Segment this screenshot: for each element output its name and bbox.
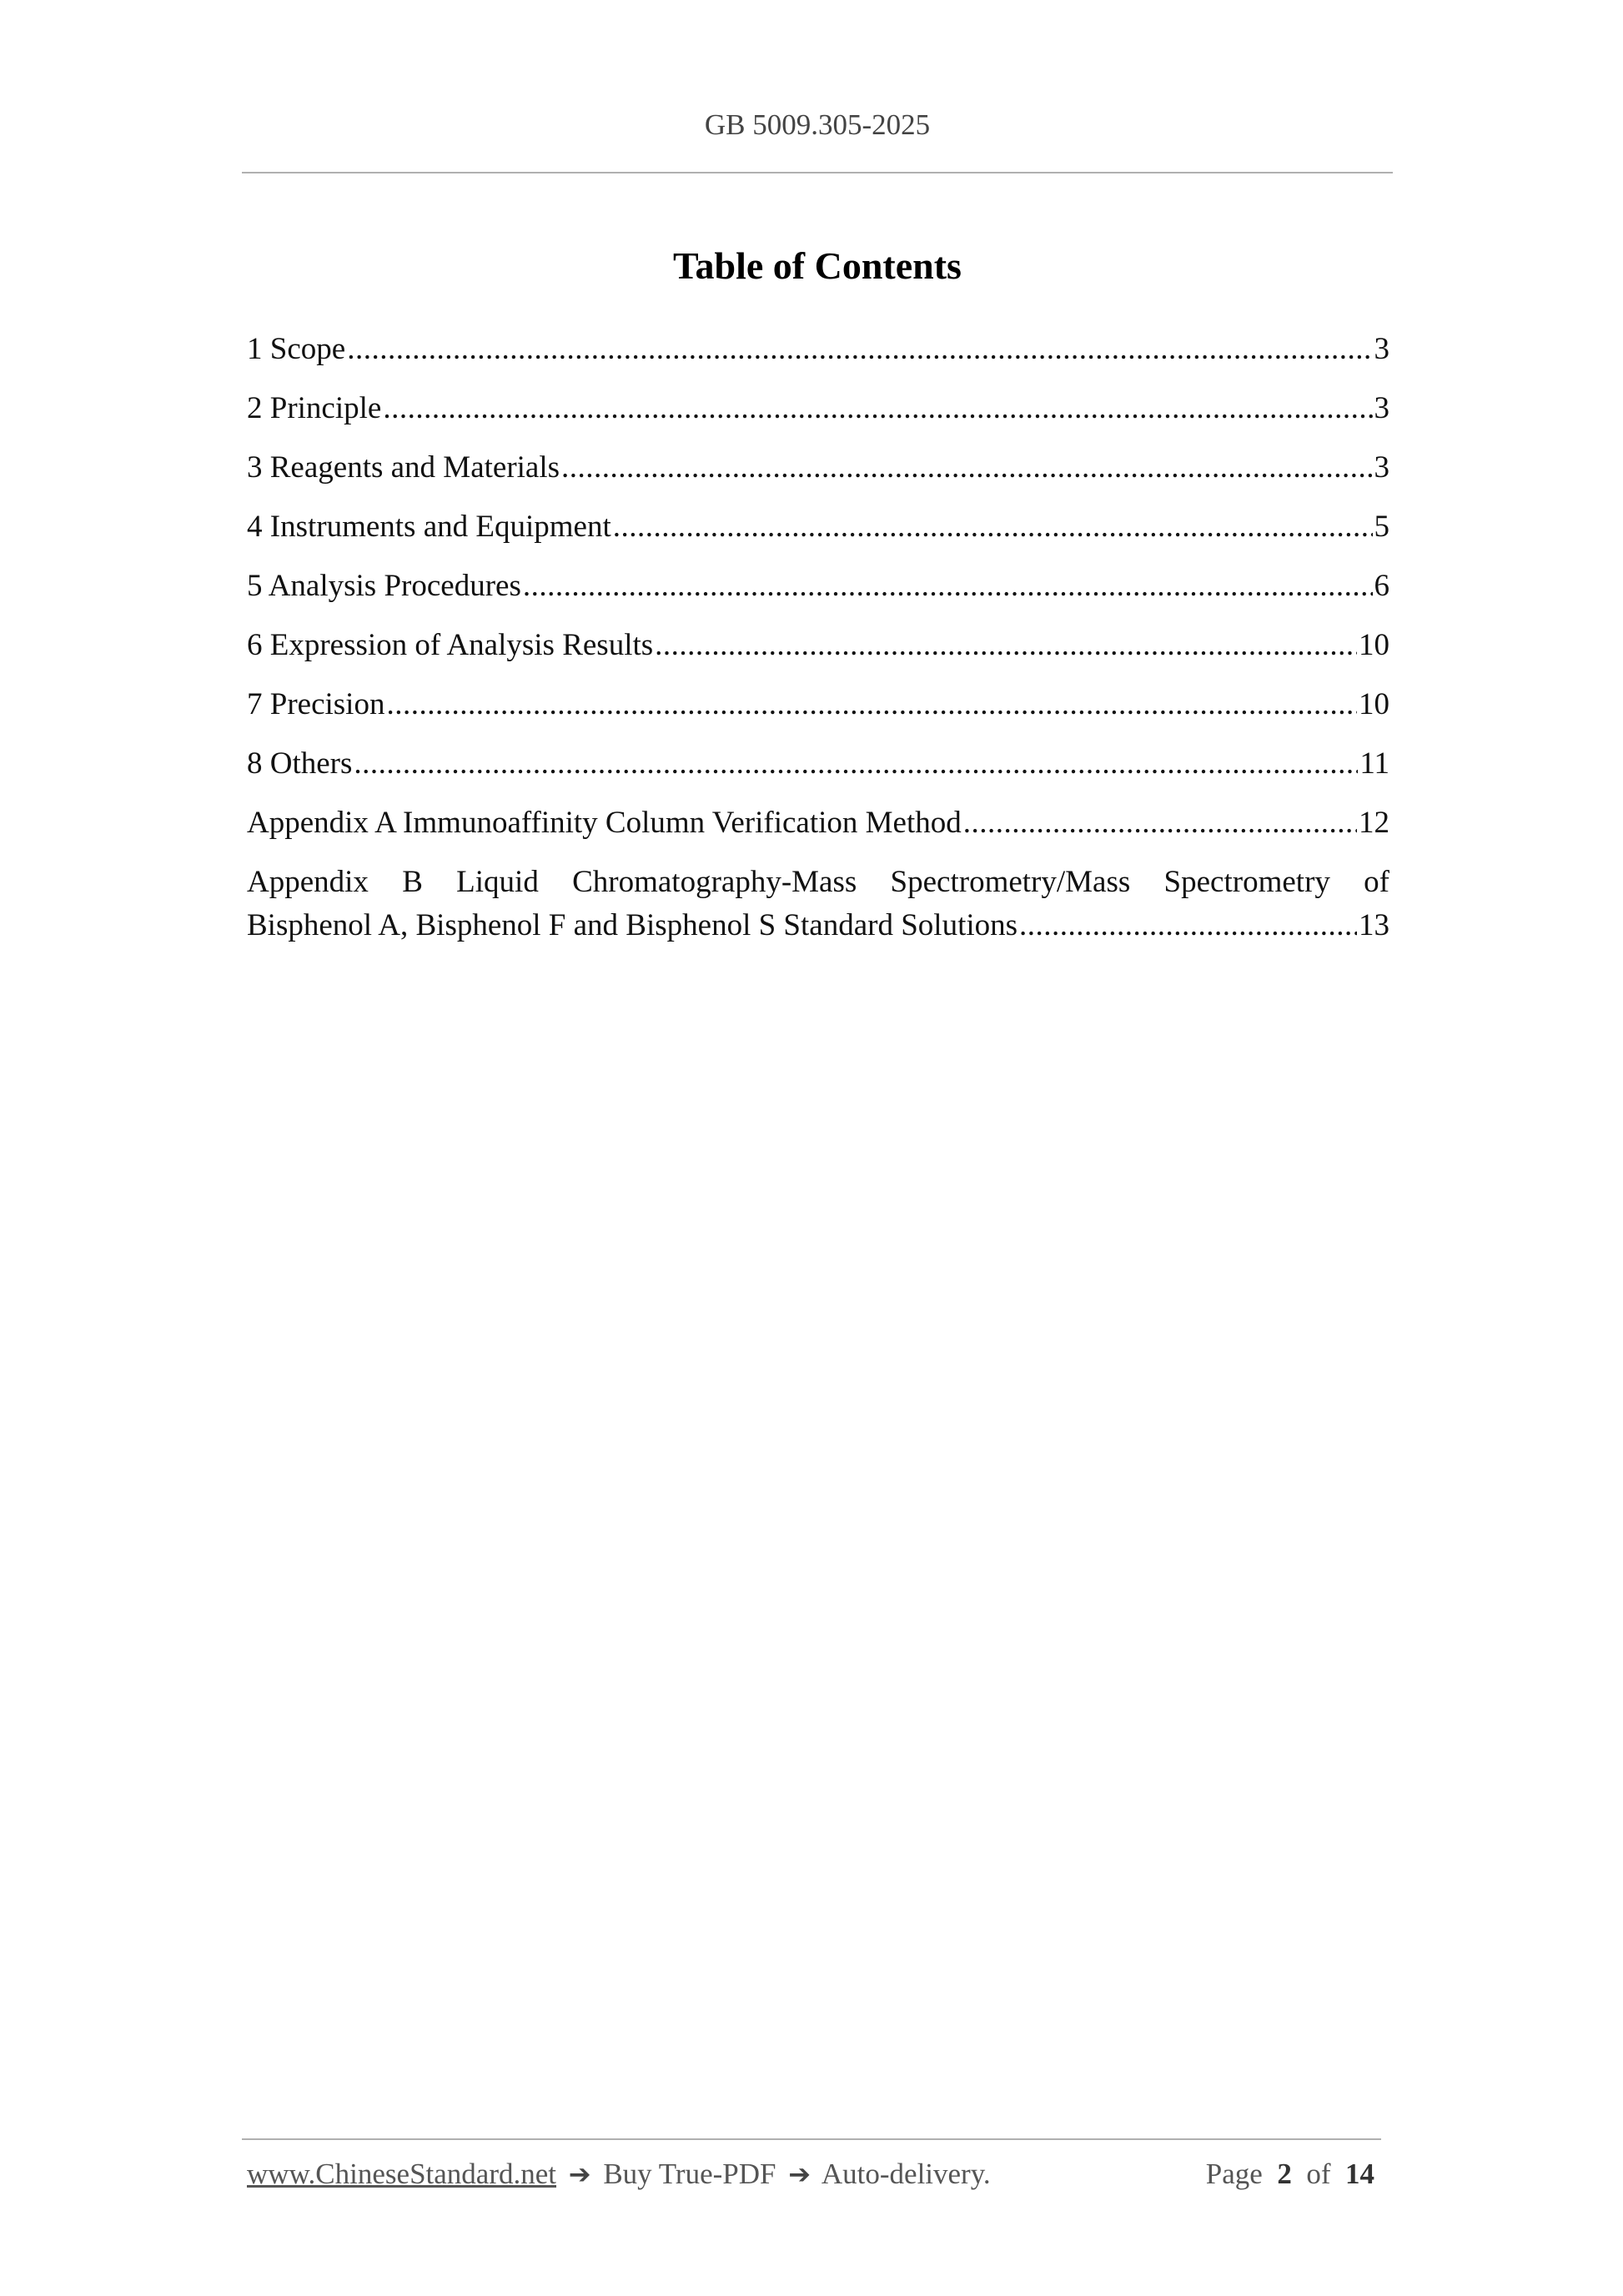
toc-entry-label: 6 Expression of Analysis Results	[247, 628, 654, 662]
toc-entry-label: 1 Scope	[247, 332, 346, 366]
toc-dot-leader	[613, 505, 1373, 549]
page-number-indicator	[1206, 2158, 1374, 2191]
toc-entry-label-line2: Bisphenol A, Bisphenol F and Bisphenol S Standard Solutions	[247, 908, 1018, 942]
toc-entry-reagents-materials[interactable]	[247, 446, 1389, 505]
toc-entry-page: 3	[1374, 391, 1389, 425]
of-word: of	[1306, 2158, 1331, 2190]
toc-entry-scope[interactable]	[247, 328, 1389, 387]
toc-entry-instruments-equipment[interactable]	[247, 505, 1389, 565]
toc-entry-page: 12	[1359, 806, 1389, 840]
toc-entry-label: 8 Others	[247, 746, 353, 781]
toc-entry-page: 3	[1374, 332, 1389, 366]
total-page-count: 14	[1345, 2158, 1374, 2190]
arrow-right-icon: ➔	[568, 2158, 591, 2190]
toc-dot-leader	[655, 624, 1357, 667]
toc-title: Table of Contents	[673, 244, 962, 287]
toc-entry-appendix-b[interactable]	[247, 861, 1389, 947]
toc-entry-label-line1: Appendix B Liquid Chromatography-Mass Spectrometry/Mass Spectrometry of	[247, 865, 1389, 899]
buy-true-pdf-text: Buy True-PDF	[603, 2158, 776, 2190]
toc-entry-page: 13	[1359, 908, 1389, 942]
toc-entry-others[interactable]	[247, 742, 1389, 801]
page-word: Page	[1205, 2158, 1263, 2190]
toc-dot-leader	[561, 446, 1372, 490]
toc-entry-expression-of-results[interactable]	[247, 624, 1389, 683]
toc-entry-label: 5 Analysis Procedures	[247, 569, 521, 603]
toc-entry-principle[interactable]	[247, 387, 1389, 446]
toc-entry-precision[interactable]	[247, 683, 1389, 742]
toc-list	[247, 328, 1389, 947]
toc-dot-leader	[383, 387, 1372, 430]
toc-dot-leader	[386, 683, 1357, 726]
toc-entry-page: 11	[1359, 746, 1389, 781]
footer-promo	[247, 2158, 991, 2191]
toc-entry-label: 2 Principle	[247, 391, 382, 425]
toc-entry-page: 10	[1359, 687, 1389, 721]
toc-dot-leader	[347, 328, 1372, 371]
toc-entry-label: Appendix A Immunoaffinity Column Verification Method	[247, 806, 962, 840]
toc-dot-leader	[354, 742, 1358, 786]
current-page-number: 2	[1277, 2158, 1292, 2190]
auto-delivery-text: Auto-delivery.	[821, 2158, 991, 2190]
header-divider	[242, 172, 1393, 173]
toc-entry-page: 6	[1374, 569, 1389, 603]
toc-entry-label: 7 Precision	[247, 687, 385, 721]
website-link[interactable]: www.ChineseStandard.net	[247, 2158, 556, 2190]
toc-entry-label: 4 Instruments and Equipment	[247, 510, 611, 544]
toc-entry-analysis-procedures[interactable]	[247, 565, 1389, 624]
toc-entry-page: 3	[1374, 450, 1389, 485]
footer-divider	[242, 2138, 1381, 2140]
page-header-standard-code: GB 5009.305-2025	[704, 108, 931, 141]
toc-dot-leader	[963, 801, 1357, 845]
toc-dot-leader	[523, 565, 1373, 608]
toc-entry-appendix-a[interactable]	[247, 801, 1389, 861]
toc-dot-leader	[1019, 904, 1357, 947]
toc-entry-label: 3 Reagents and Materials	[247, 450, 560, 485]
toc-entry-page: 10	[1359, 628, 1389, 662]
toc-entry-page: 5	[1374, 510, 1389, 544]
toc-entry-line2	[247, 904, 1389, 947]
arrow-right-icon: ➔	[788, 2158, 812, 2190]
